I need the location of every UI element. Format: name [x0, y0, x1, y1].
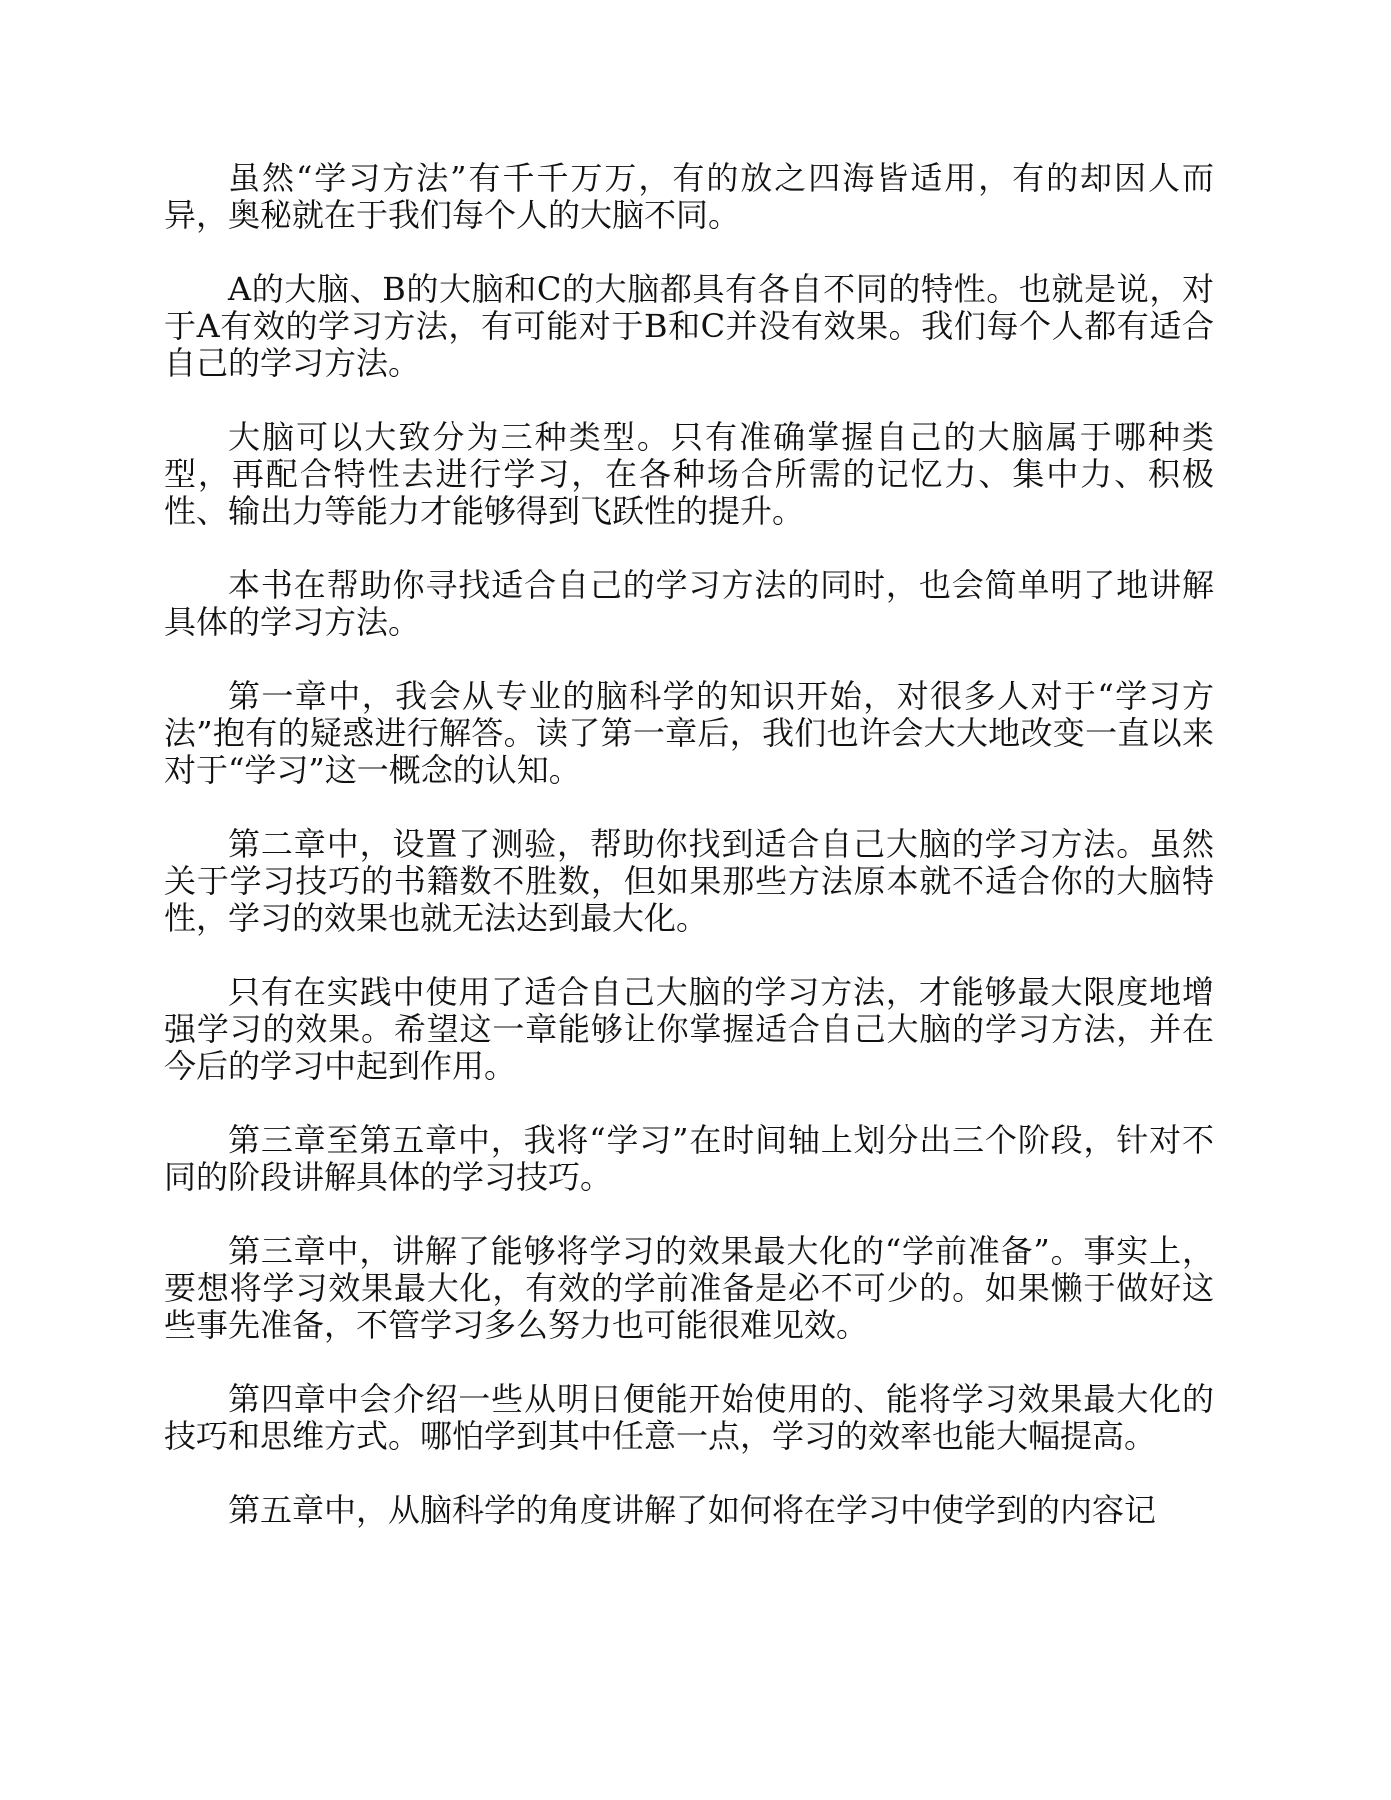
paragraph-4: 本书在帮助你寻找适合自己的学习方法的同时，也会简单明了地讲解具体的学习方法。: [164, 566, 1214, 641]
paragraph-10: 第四章中会介绍一些从明日便能开始使用的、能将学习效果最大化的技巧和思维方式。哪怕学到其中任意一点，学习的效率也能大幅提高。: [164, 1380, 1214, 1455]
paragraph-6: 第二章中，设置了测验，帮助你找到适合自己大脑的学习方法。虽然关于学习技巧的书籍数不胜数，但如果那些方法原本就不适合你的大脑特性，学习的效果也就无法达到最大化。: [164, 825, 1214, 937]
paragraph-8: 第三章至第五章中，我将“学习”在时间轴上划分出三个阶段，针对不同的阶段讲解具体的学习技巧。: [164, 1121, 1214, 1196]
paragraph-5: 第一章中，我会从专业的脑科学的知识开始，对很多人对于“学习方法”抱有的疑惑进行解答。读了第一章后，我们也许会大大地改变一直以来对于“学习”这一概念的认知。: [164, 677, 1214, 789]
paragraph-11: 第五章中，从脑科学的角度讲解了如何将在学习中使学到的内容记: [228, 1491, 1157, 1529]
paragraph-9: 第三章中，讲解了能够将学习的效果最大化的“学前准备”。事实上，要想将学习效果最大化，有效的学前准备是必不可少的。如果懒于做好这些事先准备，不管学习多么努力也可能很难见效。: [164, 1232, 1214, 1344]
paragraph-2: A的大脑、B的大脑和C的大脑都具有各自不同的特性。也就是说，对于A有效的学习方法，有可能对于B和C并没有效果。我们每个人都有适合自己的学习方法。: [164, 270, 1214, 382]
body-text: [164, 160, 1214, 1566]
paragraph-3: 大脑可以大致分为三种类型。只有准确掌握自己的大脑属于哪种类型，再配合特性去进行学习，在各种场合所需的记忆力、集中力、积极性、输出力等能力才能够得到飞跃性的提升。: [164, 418, 1214, 530]
paragraph-7: 只有在实践中使用了适合自己大脑的学习方法，才能够最大限度地增强学习的效果。希望这一章能够让你掌握适合自己大脑的学习方法，并在今后的学习中起到作用。: [164, 973, 1214, 1085]
paragraph-1: 虽然“学习方法”有千千万万，有的放之四海皆适用，有的却因人而异，奥秘就在于我们每个人的大脑不同。: [164, 159, 1214, 234]
